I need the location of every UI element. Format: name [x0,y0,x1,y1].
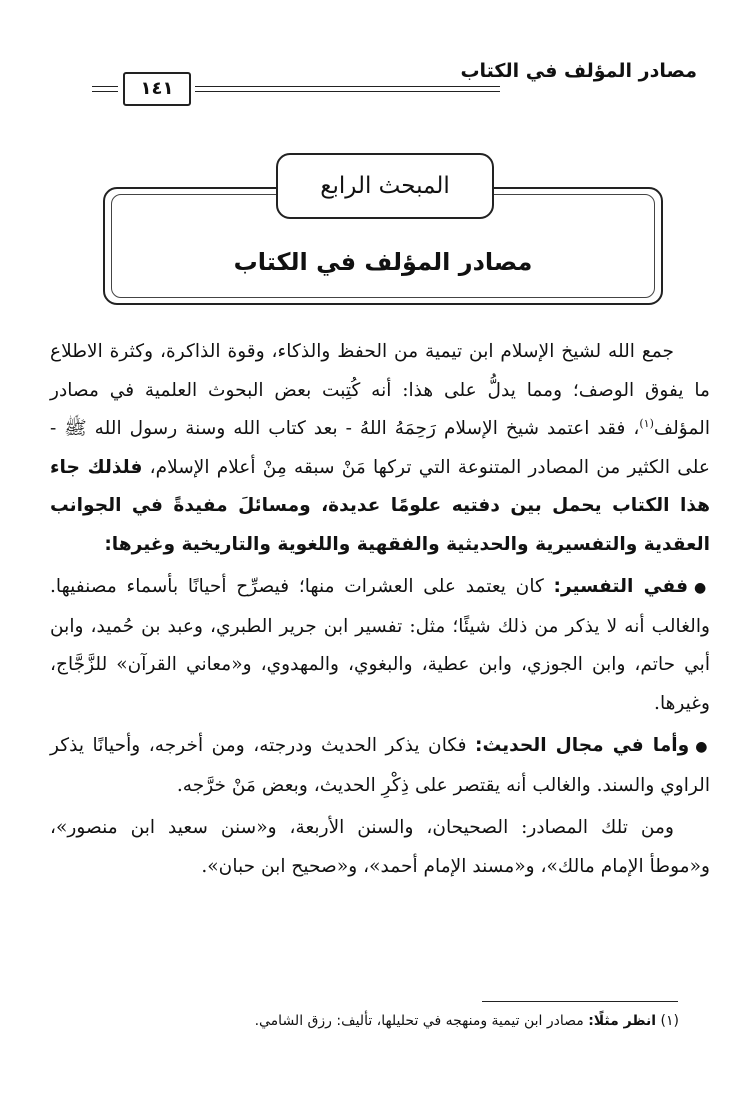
paragraph-intro [50,333,710,564]
footnote-rule [482,1001,678,1002]
paragraph-hadith [50,727,710,805]
paragraph-intro-text: جمع الله لشيخ الإسلام ابن تيمية من الحفظ والذكاء، وقوة الذاكرة، وكثرة الاطلاع ما يفوق الوصف؛ ومما يدلُّ على هذا: أنه كُتِبت بعض البحوث العلمية في مصادر المؤلف [50,341,710,439]
hadith-heading: وأما في مجال الحديث: [475,735,690,756]
header-rule-top [195,86,500,87]
footnote [255,1013,679,1029]
footnote-bold: انظر مثلًا: [588,1013,657,1029]
page-number: ١٤١ [123,72,191,106]
paragraph-sources [50,809,710,886]
body-text [50,333,710,886]
running-header-title: مصادر المؤلف في الكتاب [460,60,697,82]
paragraph-tafsir [50,568,710,723]
paragraph-intro-bold: فلذلك جاء هذا الكتاب يحمل بين دفتيه علومًا عديدة، ومسائلَ مفيدةً في الجوانب العقدية والتفسيرية والحديثية والفقهية واللغوية والتاريخية وغيرها: [50,456,710,555]
footnote-reference: (١) [639,416,654,430]
hadith-text: فكان يذكر الحديث ودرجته، ومن أخرجه، وأحيانًا يذكر الراوي والسند. والغالب أنه يقتصر على ذِكْرِ الحديث، وبعض مَنْ خرَّجه. [50,735,710,796]
section-title: مصادر المؤلف في الكتاب [233,248,533,276]
bullet-icon: ● [695,739,710,755]
header-dash-bottom [92,91,118,92]
header-dash-top [92,86,118,87]
section-label: المبحث الرابع [276,153,494,219]
sources-text: ومن تلك المصادر: الصحيحان، والسنن الأربعة، و«سنن سعيد ابن منصور»، و«موطأ الإمام مالك»، و«مسند الإمام أحمد»، و«صحيح ابن حبان». [50,817,710,877]
tafsir-heading: ففي التفسير: [553,576,688,597]
footnote-number: (١) [660,1013,679,1029]
footnote-text: مصادر ابن تيمية ومنهجه في تحليلها، تأليف: رزق الشامي. [254,1013,589,1029]
tafsir-text: كان يعتمد على العشرات منها؛ فيصرِّح أحيانًا بأسماء مصنفيها. والغالب أنه لا يذكر من ذلك شيئًا؛ مثل: تفسير ابن جرير الطبري، وعبد بن حُميد، وابن أبي حاتم، وابن الجوزي، وابن عطية، والبغوي، والمهدوي، و«معاني القرآن» للزَّجَّاج، وغيرها. [50,576,710,714]
paragraph-intro-text-2: ، فقد اعتمد شيخ الإسلام رَحِمَهُ اللهُ - بعد كتاب الله وسنة رسول الله ﷺ - على الكثير من المصادر المتنوعة التي تركها مَنْ سبقه مِنْ أعلام الإسلام، [50,418,710,478]
bullet-icon: ● [694,580,710,596]
header-rule-bottom [195,91,500,92]
